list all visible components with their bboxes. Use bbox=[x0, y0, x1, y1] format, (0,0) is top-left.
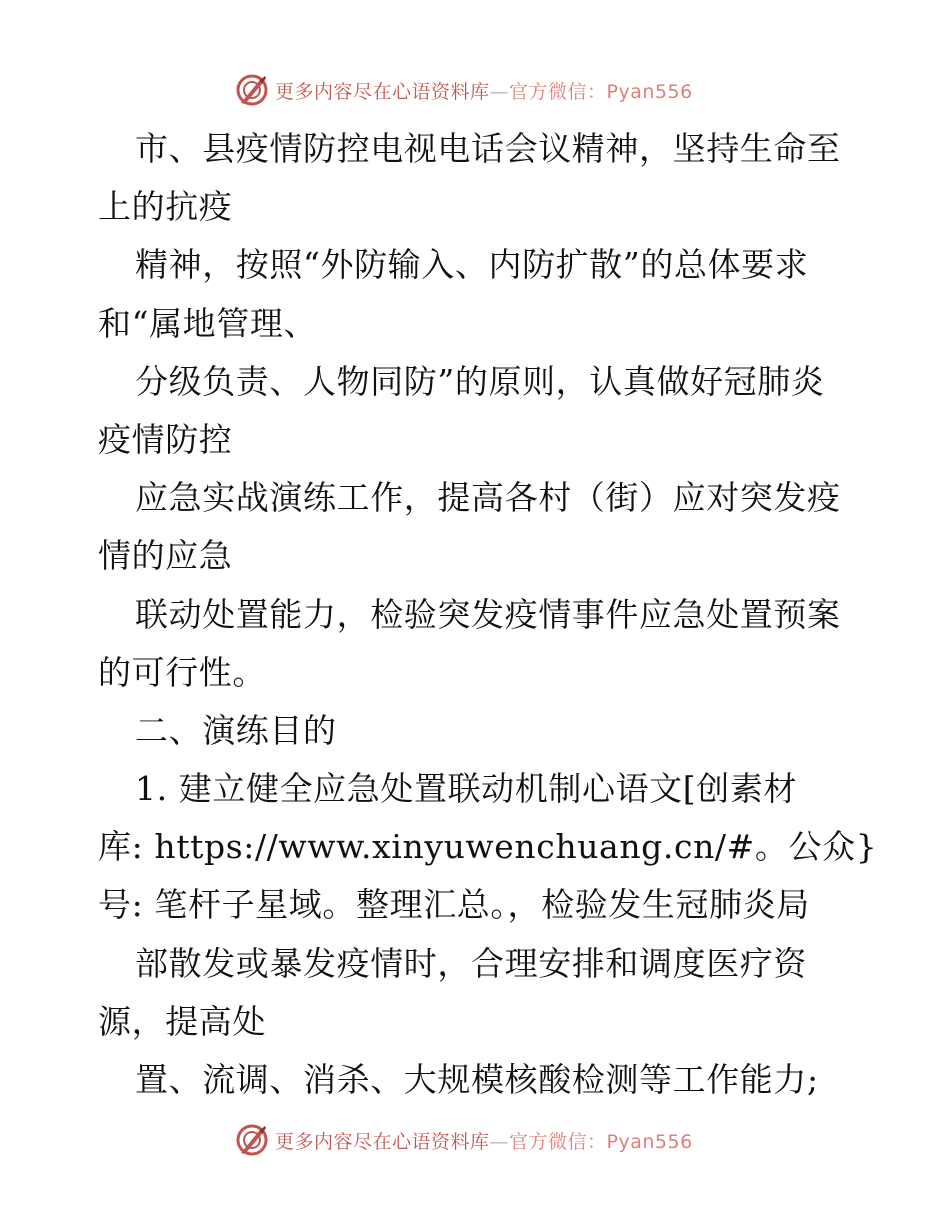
watermark-wechat: 官方微信：Pyan556 bbox=[509, 80, 693, 103]
watermark-dash: — bbox=[489, 80, 510, 103]
watermark-text bbox=[275, 77, 693, 104]
paragraph-line: 源，提高处 bbox=[98, 1001, 266, 1041]
paragraph-line: 分级负责、人物同防”的原则，认真做好冠肺炎 bbox=[135, 361, 825, 401]
paragraph-line: 二、演练目的 bbox=[135, 710, 337, 750]
watermark-site: 更多内容尽在心语资料库 bbox=[275, 80, 490, 103]
paragraph-line: 号: 笔杆子星域。整理汇总。，检验发生冠肺炎局 bbox=[98, 885, 810, 925]
paragraph-line: 疫情防控 bbox=[98, 419, 233, 459]
paragraph-line: 置、流调、消杀、大规模核酸检测等工作能力; bbox=[135, 1060, 819, 1099]
watermark-text bbox=[275, 1127, 693, 1154]
paragraph-line: 市、县疫情防控电视电话会议精神，坚持生命至 bbox=[135, 129, 841, 168]
paragraph-line: 的可行性。 bbox=[98, 652, 266, 692]
watermark-dash: — bbox=[489, 1130, 510, 1153]
paragraph-line: 联动处置能力，检验突发疫情事件应急处置预案 bbox=[135, 594, 841, 634]
document-body bbox=[98, 120, 878, 1109]
paragraph-line: 部散发或暴发疫情时，合理安排和调度医疗资 bbox=[135, 943, 807, 983]
quill-seal-icon bbox=[235, 73, 269, 107]
watermark-site: 更多内容尽在心语资料库 bbox=[275, 1130, 490, 1153]
paragraph-line: 应急实战演练工作，提高各村（街）应对突发疫 bbox=[135, 478, 841, 518]
paragraph-line: 上的抗疫 bbox=[98, 187, 233, 227]
paragraph-line: 1. 建立健全应急处置联动机制心语文[创素材 bbox=[135, 769, 798, 809]
quill-seal-icon bbox=[235, 1123, 269, 1157]
footer-watermark bbox=[235, 1123, 693, 1157]
header-watermark bbox=[235, 73, 693, 107]
paragraph-line: 库: https://www.xinyuwenchuang.cn/#。公众} bbox=[98, 827, 878, 867]
paragraph-line: 精神，按照“外防输入、内防扩散”的总体要求 bbox=[135, 245, 809, 285]
paragraph-line: 和“属地管理、 bbox=[98, 303, 318, 343]
paragraph-line: 情的应急 bbox=[98, 536, 233, 576]
watermark-wechat: 官方微信：Pyan556 bbox=[509, 1130, 693, 1153]
